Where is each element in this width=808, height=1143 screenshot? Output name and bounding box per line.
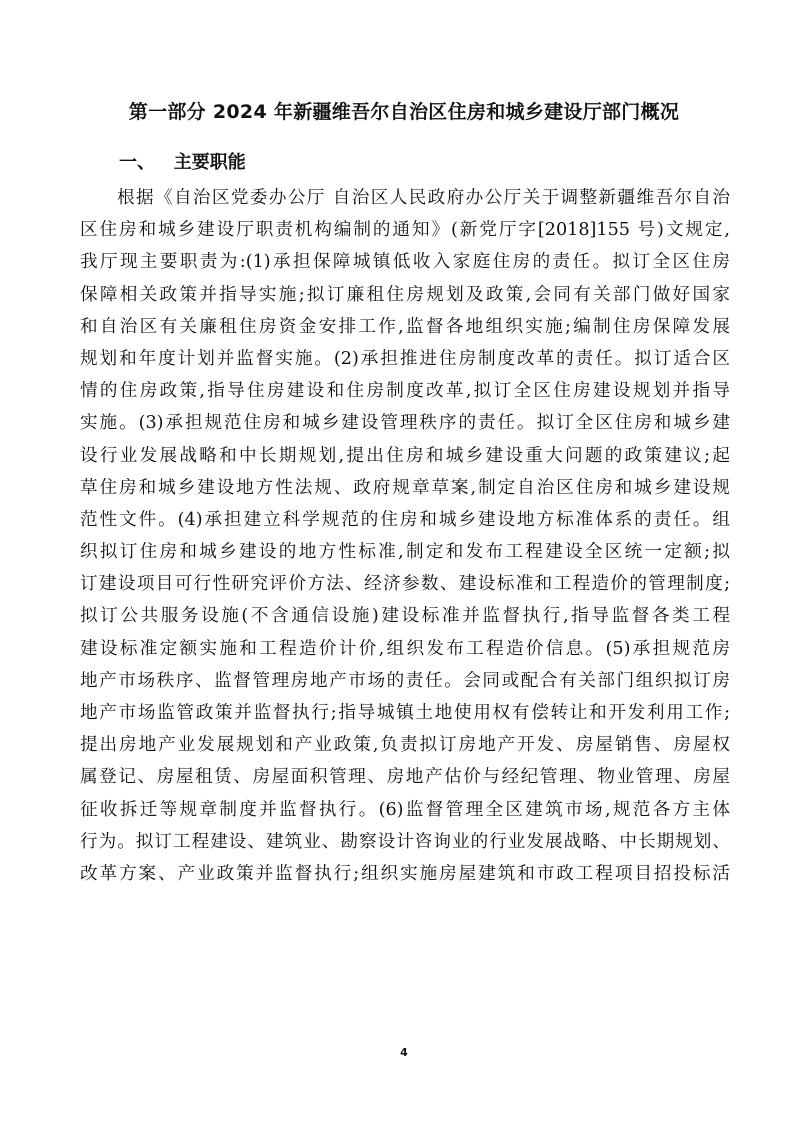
paragraph-line: 改革方案、产业政策并监督执行;组织实施房屋建筑和市政工程项目招投标活 (80, 863, 730, 884)
paragraph-line: 根据《自治区党委办公厅 自治区人民政府办公厅关于调整新疆维吾尔自治 (117, 188, 730, 208)
document-title: 第一部分 2024 年新疆维吾尔自治区住房和城乡建设厅部门概况 (128, 101, 680, 123)
section-heading: 一、 主要职能 (119, 152, 246, 173)
paragraph-line: 提出房地产业发展规划和产业政策,负责拟订房地产开发、房屋销售、房屋权 (80, 735, 730, 756)
paragraph-line: 行为。拟订工程建设、建筑业、勘察设计咨询业的行业发展战略、中长期规划、 (80, 831, 730, 852)
paragraph-line: 情的住房政策,指导住房建设和住房制度改革,拟订全区住房建设规划并指导 (80, 381, 730, 402)
paragraph-line: 征收拆迁等规章制度并监督执行。(6)监督管理全区建筑市场,规范各方主体 (80, 799, 730, 820)
paragraph-line: 拟订公共服务设施(不含通信设施)建设标准并监督执行,指导监督各类工程 (80, 606, 730, 627)
paragraph-line: 属登记、房屋租赁、房屋面积管理、房地产估价与经纪管理、物业管理、房屋 (80, 767, 730, 788)
page-number: 4 (400, 1046, 408, 1059)
body-paragraph (80, 182, 730, 890)
paragraph-line: 设行业发展战略和中长期规划,提出住房和城乡建设重大问题的政策建议;起 (80, 445, 730, 466)
paragraph-line: 订建设项目可行性研究评价方法、经济参数、建设标准和工程造价的管理制度; (80, 574, 730, 595)
paragraph-line: 草住房和城乡建设地方性法规、政府规章草案,制定自治区住房和城乡建设规 (80, 477, 730, 498)
paragraph-line: 地产市场监管政策并监督执行;指导城镇土地使用权有偿转让和开发利用工作; (80, 703, 730, 723)
paragraph-line: 织拟订住房和城乡建设的地方性标准,制定和发布工程建设全区统一定额;拟 (80, 542, 730, 563)
paragraph-line: 区住房和城乡建设厅职责机构编制的通知》(新党厅字[2018]155 号)文规定, (80, 220, 730, 241)
paragraph-line: 范性文件。(4)承担建立科学规范的住房和城乡建设地方标准体系的责任。组 (80, 509, 730, 530)
paragraph-line: 建设标准定额实施和工程造价计价,组织发布工程造价信息。(5)承担规范房 (80, 638, 730, 659)
paragraph-line: 规划和年度计划并监督实施。(2)承担推进住房制度改革的责任。拟订适合区 (80, 348, 730, 369)
paragraph-line: 实施。(3)承担规范住房和城乡建设管理秩序的责任。拟订全区住房和城乡建 (80, 413, 730, 434)
paragraph-line: 和自治区有关廉租住房资金安排工作,监督各地组织实施;编制住房保障发展 (80, 316, 730, 337)
paragraph-line: 保障相关政策并指导实施;拟订廉租住房规划及政策,会同有关部门做好国家 (80, 284, 730, 305)
paragraph-line: 我厅现主要职责为:(1)承担保障城镇低收入家庭住房的责任。拟订全区住房 (80, 252, 730, 273)
paragraph-line: 地产市场秩序、监督管理房地产市场的责任。会同或配合有关部门组织拟订房 (80, 670, 730, 691)
